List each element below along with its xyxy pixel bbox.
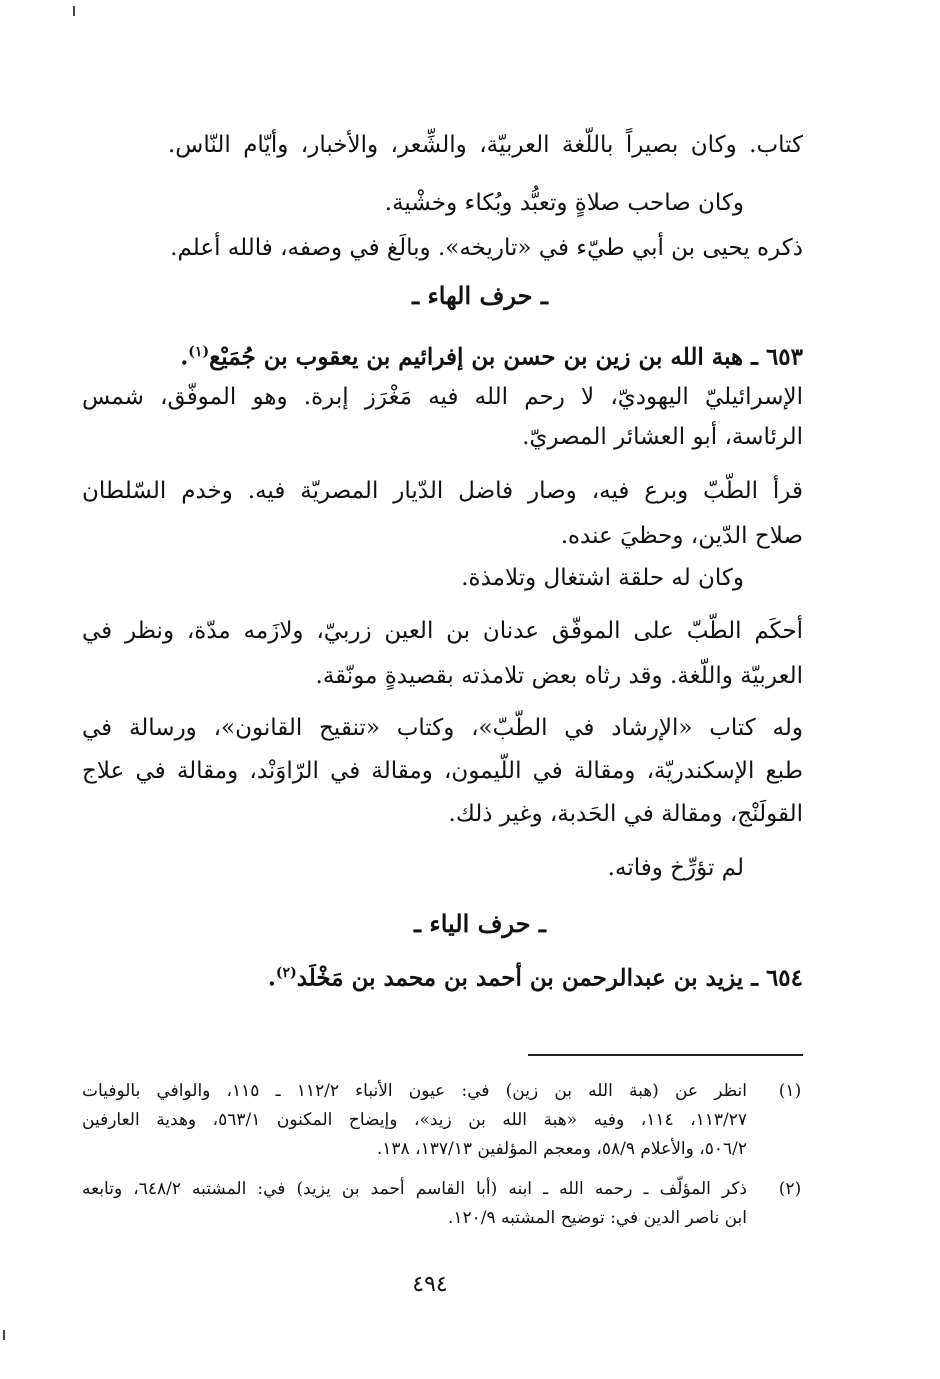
body-line-10: أحكَم الطّبّ على الموفّق عدنان بن العين زربيّ، ولازَمه مدّة، ونظر في [82, 618, 803, 644]
footnote-2-line-1: ذكر المؤلّف ـ رحمه الله ـ ابنه (أبا القاسم أحمد بن يزيد) في: المشتبه ٦٤٨/٢، وتابعه [82, 1179, 747, 1199]
footnote-1-line-3: ٥٠٦/٢، والأعلام ٥٨/٩، ومعجم المؤلفين ١٣٧/١٣، ١٣٨. [376, 1139, 747, 1159]
body-line-2: وكان صاحب صلاةٍ وتعبُّد وبُكاء وخشْية. [384, 190, 744, 216]
body-line-12: وله كتاب «الإرشاد في الطّبّ»، وكتاب «تنقيح القانون»، ورسالة في [82, 715, 803, 741]
body-line-15: لم تؤرِّخ وفاته. [607, 855, 744, 881]
footnote-ref-1: (١) [188, 344, 210, 360]
body-line-14: القولَنْج، ومقالة في الحَدبة، وغير ذلك. [448, 801, 803, 827]
entry-654-text: ٦٥٤ ـ يزيد بن عبدالرحمن بن أحمد بن محمد بن مَخْلَد [296, 964, 803, 992]
scan-mark-left [3, 1330, 5, 1340]
body-line-1: كتاب. وكان بصيراً باللّغة العربيّة، والشِّعر، والأخبار، وأيّام النّاس. [168, 132, 803, 158]
footnote-2-line-2: ابن ناصر الدين في: توضيح المشتبه ١٢٠/٩. [447, 1208, 747, 1228]
page-number: ٤٩٤ [412, 1272, 448, 1297]
entry-654-title [268, 956, 803, 996]
footnote-ref-2: (٢) [275, 965, 297, 981]
body-line-8: صلاح الدّين، وحظيَ عنده. [560, 523, 803, 549]
footnote-separator [528, 1054, 803, 1056]
body-line-13: طبع الإسكندريّة، ومقالة في اللّيمون، ومقالة في الرّاوَنْد، ومقالة في علاج [82, 758, 803, 784]
body-line-5: الإسرائيليّ اليهوديّ، لا رحم الله فيه مَغْرَز إبرة. وهو الموفّق، شمس [82, 384, 803, 410]
entry-653-text: ٦٥٣ ـ هبة الله بن زين بن حسن بن إفرائيم بن يعقوب بن جُمَيْع [209, 343, 803, 371]
footnote-number-1: (١) [778, 1081, 802, 1101]
section-heading-ha: ـ حرف الهاء ـ [412, 281, 548, 310]
section-heading-ya: ـ حرف الياء ـ [414, 909, 546, 938]
entry-653-title [180, 335, 803, 375]
body-line-7: قرأ الطّبّ وبرع فيه، وصار فاضل الدّيار المصريّة فيه. وخدم السّلطان [82, 478, 803, 504]
scan-mark-top [73, 6, 75, 16]
body-line-11: العربيّة واللّغة. وقد رثاه بعض تلامذته بقصيدةٍ مونّقة. [315, 663, 803, 689]
footnote-1-line-1: انظر عن (هبة الله بن زين) في: عيون الأنباء ١١٢/٢ ـ ١١٥، والوافي بالوفيات [82, 1081, 747, 1101]
body-line-3: ذكره يحيى بن أبي طيّء في «تاريخه». وبالَغ في وصفه، فالله أعلم. [170, 235, 803, 261]
footnote-number-2: (٢) [778, 1179, 802, 1199]
body-line-9: وكان له حلقة اشتغال وتلامذة. [461, 565, 744, 591]
footnote-1-line-2: ١١٣/٢٧، ١١٤، وفيه «هبة الله بن زيد»، وإيضاح المكنون ٥٦٣/١، وهدية العارفين [82, 1110, 748, 1130]
body-line-6: الرئاسة، أبو العشائر المصريّ. [522, 424, 803, 450]
entry-653-period: . [180, 343, 189, 371]
entry-654-period: . [267, 964, 276, 992]
